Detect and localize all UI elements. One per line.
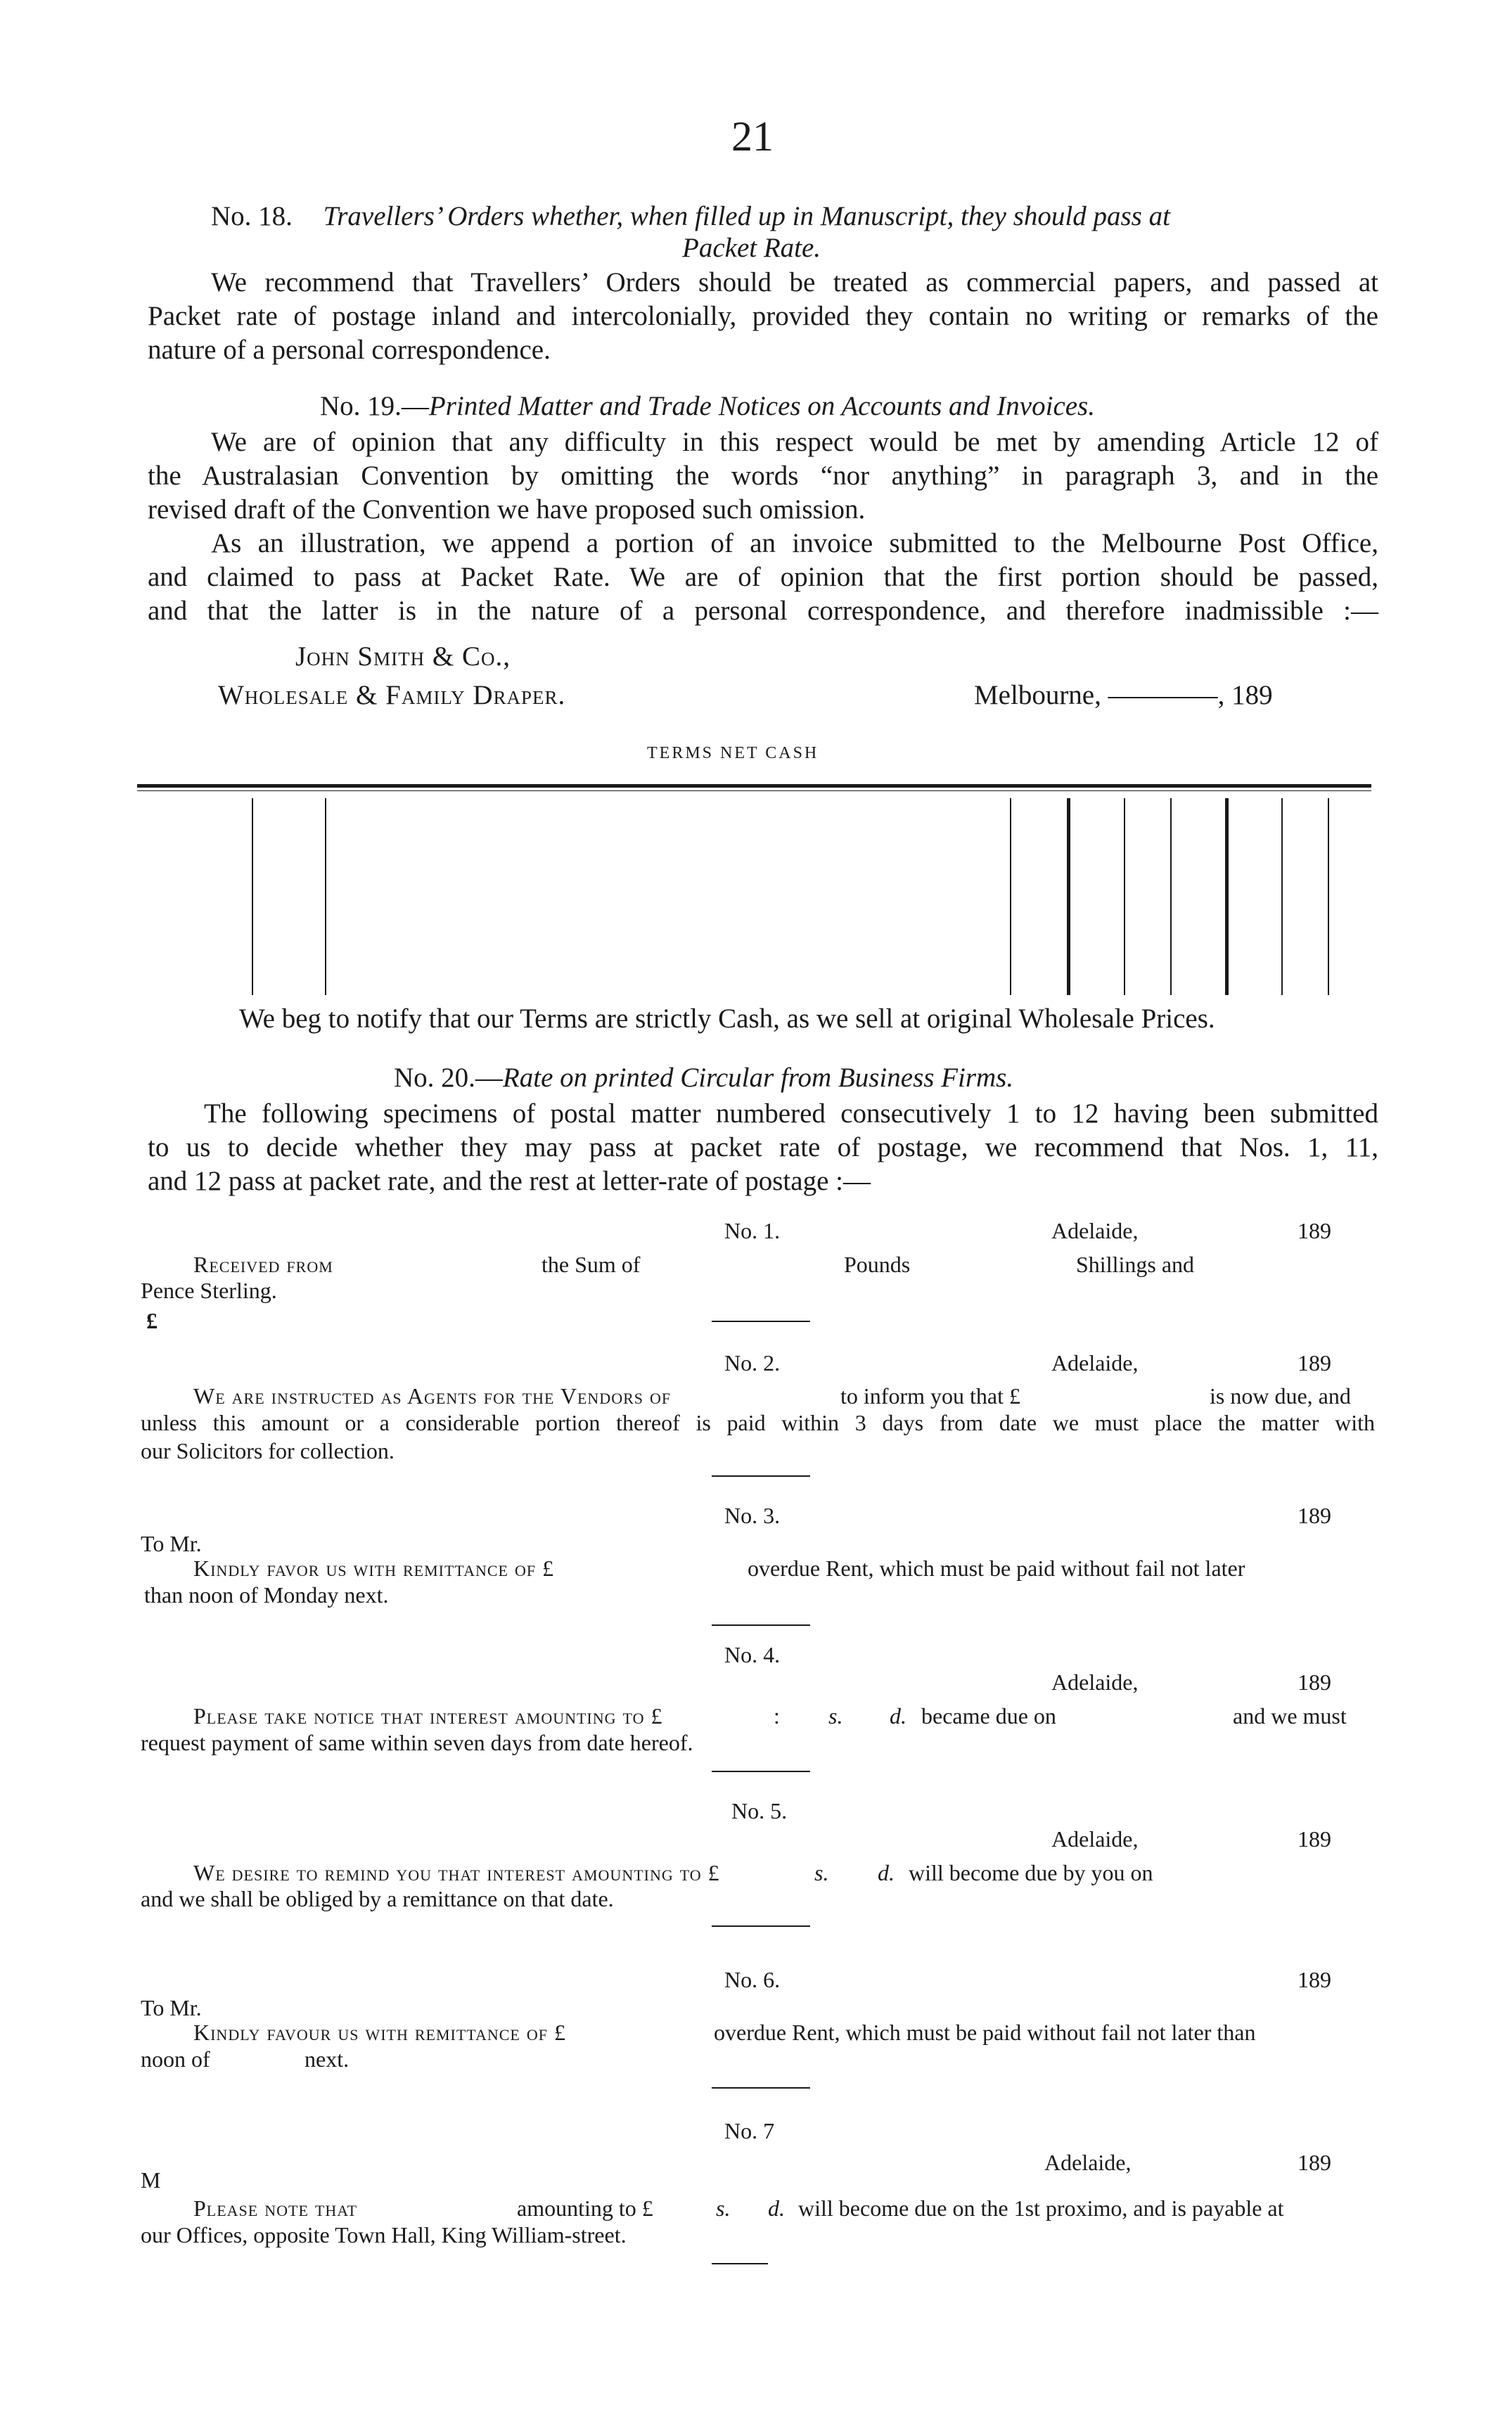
specimen-2-line2: unless this amount or a considerable portion thereof is paid within 3 days from date we must place the matter with: [141, 1410, 1375, 1435]
specimen-5-line1-c: d.: [878, 1860, 895, 1885]
invoice-top-rule: [137, 784, 1371, 788]
item-18-title-line1: Travellers’ Orders whether, when filled up in Manuscript, they should pass at: [323, 201, 1170, 231]
invoice-column-line: [1225, 798, 1229, 995]
specimen-5-line1-b: s.: [814, 1860, 829, 1885]
specimen-1-received: [193, 1250, 333, 1278]
invoice-place-date: Melbourne, ————, 189: [974, 680, 1273, 710]
specimen-6-line2-b: next.: [305, 2046, 350, 2072]
item-18-line1: We recommend that Travellers’ Orders should be treated as commercial papers, and passed at: [211, 267, 1378, 297]
specimen-5-line1-a-text: We desire to remind you that interest amounting to £: [193, 1860, 720, 1885]
item-19-p2-line2: and claimed to pass at Packet Rate. We are of opinion that the first portion should be passed,: [148, 562, 1378, 592]
specimen-4-place: Adelaide,: [1051, 1669, 1139, 1695]
invoice-column-line: [1010, 798, 1011, 995]
item-19-heading: [320, 390, 1095, 422]
specimen-2-line1-b: to inform you that £: [840, 1383, 1020, 1409]
specimen-3-to: To Mr.: [141, 1531, 202, 1556]
specimen-2-line1-a: [193, 1382, 671, 1410]
item-19-title: Printed Matter and Trade Notices on Accounts and Invoices.: [428, 391, 1095, 421]
specimen-7-number: No. 7: [724, 2118, 775, 2143]
specimen-3-number: No. 3.: [724, 1503, 781, 1528]
item-19-p1-line1: We are of opinion that any difficulty in this respect would be met by amending Article 12 of: [211, 427, 1378, 457]
specimen-6-line1-b: overdue Rent, which must be paid without fail not later than: [714, 2020, 1256, 2045]
invoice-column-line: [252, 798, 253, 995]
specimen-2-line1-c: is now due, and: [1210, 1383, 1351, 1409]
specimen-7-m: M: [141, 2167, 161, 2193]
specimen-4-line1-d: d.: [890, 1703, 906, 1729]
item-20-line3: and 12 pass at packet rate, and the rest at letter-rate of postage :—: [148, 1166, 871, 1196]
invoice-column-line: [1124, 798, 1125, 995]
specimen-2-line3: our Solicitors for collection.: [141, 1438, 395, 1463]
specimen-1-received-text: Received from: [193, 1252, 333, 1277]
specimen-6-line1-a: [193, 2018, 566, 2046]
specimen-4-line1-b: :: [774, 1703, 780, 1729]
item-20-body: [148, 1097, 1378, 1198]
specimen-5-line2: and we shall be obliged by a remittance on that date.: [141, 1886, 614, 1911]
item-18-number: No. 18.: [211, 201, 293, 231]
item-19-p1-line3: revised draft of the Convention we have proposed such omission.: [148, 494, 866, 525]
specimen-3-line2: than noon of Monday next.: [144, 1582, 389, 1608]
specimen-5-number: No. 5.: [731, 1798, 788, 1823]
specimen-4-line1-e: became due on: [921, 1703, 1056, 1729]
specimen-7-line1-a-text: Please note that: [193, 2195, 358, 2221]
item-18-heading-line1: [211, 200, 1170, 232]
item-20-title: Rate on printed Circular from Business Firms.: [502, 1063, 1014, 1093]
item-18-line2: Packet rate of postage inland and intercolonially, provided they contain no writing or remarks of the: [148, 301, 1378, 331]
specimen-1-place: Adelaide,: [1051, 1218, 1139, 1243]
specimen-separator: [712, 2087, 810, 2089]
specimen-5-place: Adelaide,: [1051, 1826, 1139, 1852]
specimen-7-line1-c: s.: [716, 2195, 731, 2221]
specimen-1-number: No. 1.: [724, 1218, 781, 1243]
specimen-6-line1-a-text: Kindly favour us with remittance of £: [193, 2020, 566, 2045]
specimen-separator: [712, 1321, 810, 1322]
specimen-3-line1-b: overdue Rent, which must be paid without fail not later: [748, 1556, 1245, 1581]
specimen-separator: [712, 1624, 810, 1626]
invoice-column-line: [1170, 798, 1172, 995]
item-19-body: [148, 425, 1378, 628]
specimen-2-year: 189: [1298, 1350, 1331, 1376]
specimen-3-year: 189: [1298, 1503, 1331, 1528]
item-20-heading: [394, 1062, 1013, 1094]
specimen-4-line2: request payment of same within seven days from date hereof.: [141, 1730, 693, 1755]
invoice-column-line: [1067, 798, 1070, 995]
item-20-number: No. 20.—: [394, 1063, 503, 1093]
specimen-4-number: No. 4.: [724, 1642, 781, 1667]
specimen-4-line1-c: s.: [828, 1703, 843, 1729]
page-number: 21: [731, 113, 774, 160]
specimen-1-shillings: Shillings and: [1076, 1252, 1195, 1277]
invoice-terms: TERMS NET CASH: [647, 744, 819, 762]
specimen-1-sum: the Sum of: [542, 1252, 641, 1277]
specimen-4-line1-a: [193, 1702, 662, 1730]
item-19-p2-line1: As an illustration, we append a portion of an invoice submitted to the Melbourne Post Office,: [211, 528, 1378, 558]
specimen-2-body: [141, 1409, 1375, 1465]
invoice-firm: John Smith & Co.,: [295, 641, 511, 672]
specimen-5-year: 189: [1298, 1826, 1331, 1852]
specimen-3-line1-a-text: Kindly favor us with remittance of £: [193, 1556, 555, 1581]
specimen-7-year: 189: [1298, 2150, 1331, 2175]
invoice-column-line: [325, 798, 326, 995]
specimen-6-to: To Mr.: [141, 1995, 202, 2020]
specimen-2-number: No. 2.: [724, 1350, 781, 1376]
item-18-title-line2: Packet Rate.: [682, 233, 821, 263]
specimen-7-line1-d: d.: [768, 2195, 785, 2221]
specimen-1-pounds: Pounds: [844, 1252, 911, 1277]
invoice-notice: We beg to notify that our Terms are strictly Cash, as we sell at original Wholesale Prices.: [239, 1004, 1215, 1034]
specimen-3-line1-a: [193, 1554, 554, 1582]
specimen-1-pence: Pence Sterling.: [141, 1278, 277, 1303]
item-19-p2-line3: and that the latter is in the nature of a personal correspondence, and therefore inadmissible :—: [148, 596, 1378, 626]
specimen-4-line1-a-text: Please take notice that interest amounting to £: [193, 1703, 663, 1729]
invoice-column-line: [1281, 798, 1283, 995]
specimen-5-line1-d: will become due by you on: [909, 1860, 1153, 1885]
specimen-7-line2: our Offices, opposite Town Hall, King William-street.: [141, 2222, 627, 2248]
specimen-6-year: 189: [1298, 1967, 1331, 1992]
specimen-5-line1-a: [193, 1859, 720, 1887]
specimen-2-line1-a-text: We are instructed as Agents for the Vendors of: [193, 1383, 672, 1409]
specimen-separator: [712, 1475, 810, 1477]
item-20-line1: The following specimens of postal matter numbered consecutively 1 to 12 having been submitted: [204, 1098, 1378, 1129]
invoice-top-rule-thin: [137, 790, 1371, 791]
specimen-4-line1-f: and we must: [1233, 1703, 1347, 1729]
invoice-trade: Wholesale & Family Draper.: [218, 680, 566, 710]
item-18-body: [148, 266, 1378, 367]
item-19-number: No. 19.—: [320, 391, 429, 421]
item-19-p1-line2: the Australasian Convention by omitting the words “nor anything” in paragraph 3, and in the: [148, 461, 1378, 491]
specimen-1-year: 189: [1298, 1218, 1331, 1243]
item-20-line2: to us to decide whether they may pass at packet rate of postage, we recommend that Nos. 1, 11,: [148, 1132, 1378, 1162]
specimen-1-pound-sign: £: [146, 1308, 158, 1333]
invoice-column-line: [1328, 798, 1329, 995]
item-18-line3: nature of a personal correspondence.: [148, 335, 551, 365]
specimen-6-number: No. 6.: [724, 1967, 781, 1992]
specimen-4-year: 189: [1298, 1669, 1331, 1695]
specimen-separator: [712, 2263, 768, 2264]
specimen-6-line2-a: noon of: [141, 2046, 210, 2072]
specimen-7-place: Adelaide,: [1044, 2150, 1132, 2175]
specimen-7-line1-e: will become due on the 1st proximo, and is payable at: [798, 2195, 1284, 2221]
specimen-separator: [712, 1925, 810, 1927]
specimen-separator: [712, 1771, 810, 1772]
specimen-7-line1-b: amounting to £: [517, 2195, 653, 2221]
specimen-2-place: Adelaide,: [1051, 1350, 1139, 1376]
specimen-7-line1-a: [193, 2194, 357, 2222]
